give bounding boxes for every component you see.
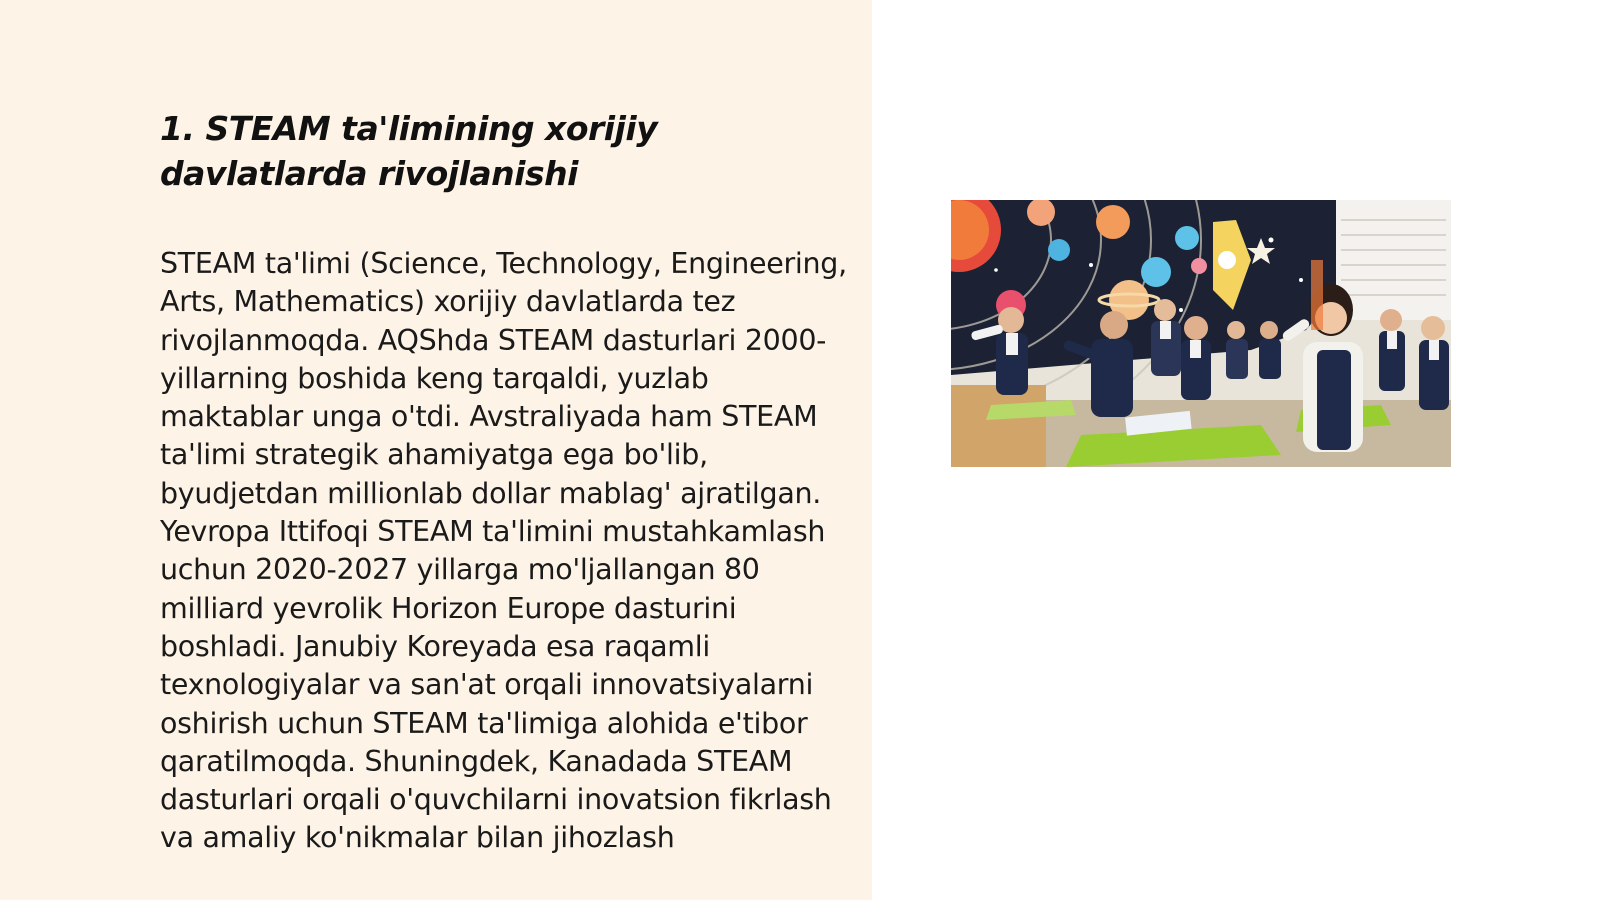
- slide-title: 1. STEAM ta'limining xorijiy davlatlarda rivojlanishi: [160, 109, 658, 193]
- slide-body-text: STEAM ta'limi (Science, Technology, Engineering, Arts, Mathematics) xorijiy davlatlarda tez rivojlanmoqda. AQShda STEAM dasturlari 2000-yillarning boshida keng tarqaldi, yuzlab maktablar unga o'tdi. Avstraliyada ham STEAM ta'limi strategik ahamiyatga ega bo'lib, byudjetdan millionlab dollar mablag' ajratilgan. Yevropa Ittifoqi STEAM ta'limini mustahkamlash uchun 2020-2027 yillarga mo'ljallangan 80 milliard yevrolik Horizon Europe dasturini boshladi. Janubiy Koreyada esa raqamli texnologiyalar va san'at orqali innovatsiyalarni oshirish uchun STEAM ta'limiga alohida e'tibor qaratilmoqda. Shuningdek, Kanadada STEAM dasturlari orqali o'quvchilarni inovatsion fikrlash va amaliy ko'nikmalar bilan jihozlash: [160, 247, 847, 855]
- classroom-photo: [951, 200, 1451, 467]
- classroom-photo-icon: [951, 200, 1451, 467]
